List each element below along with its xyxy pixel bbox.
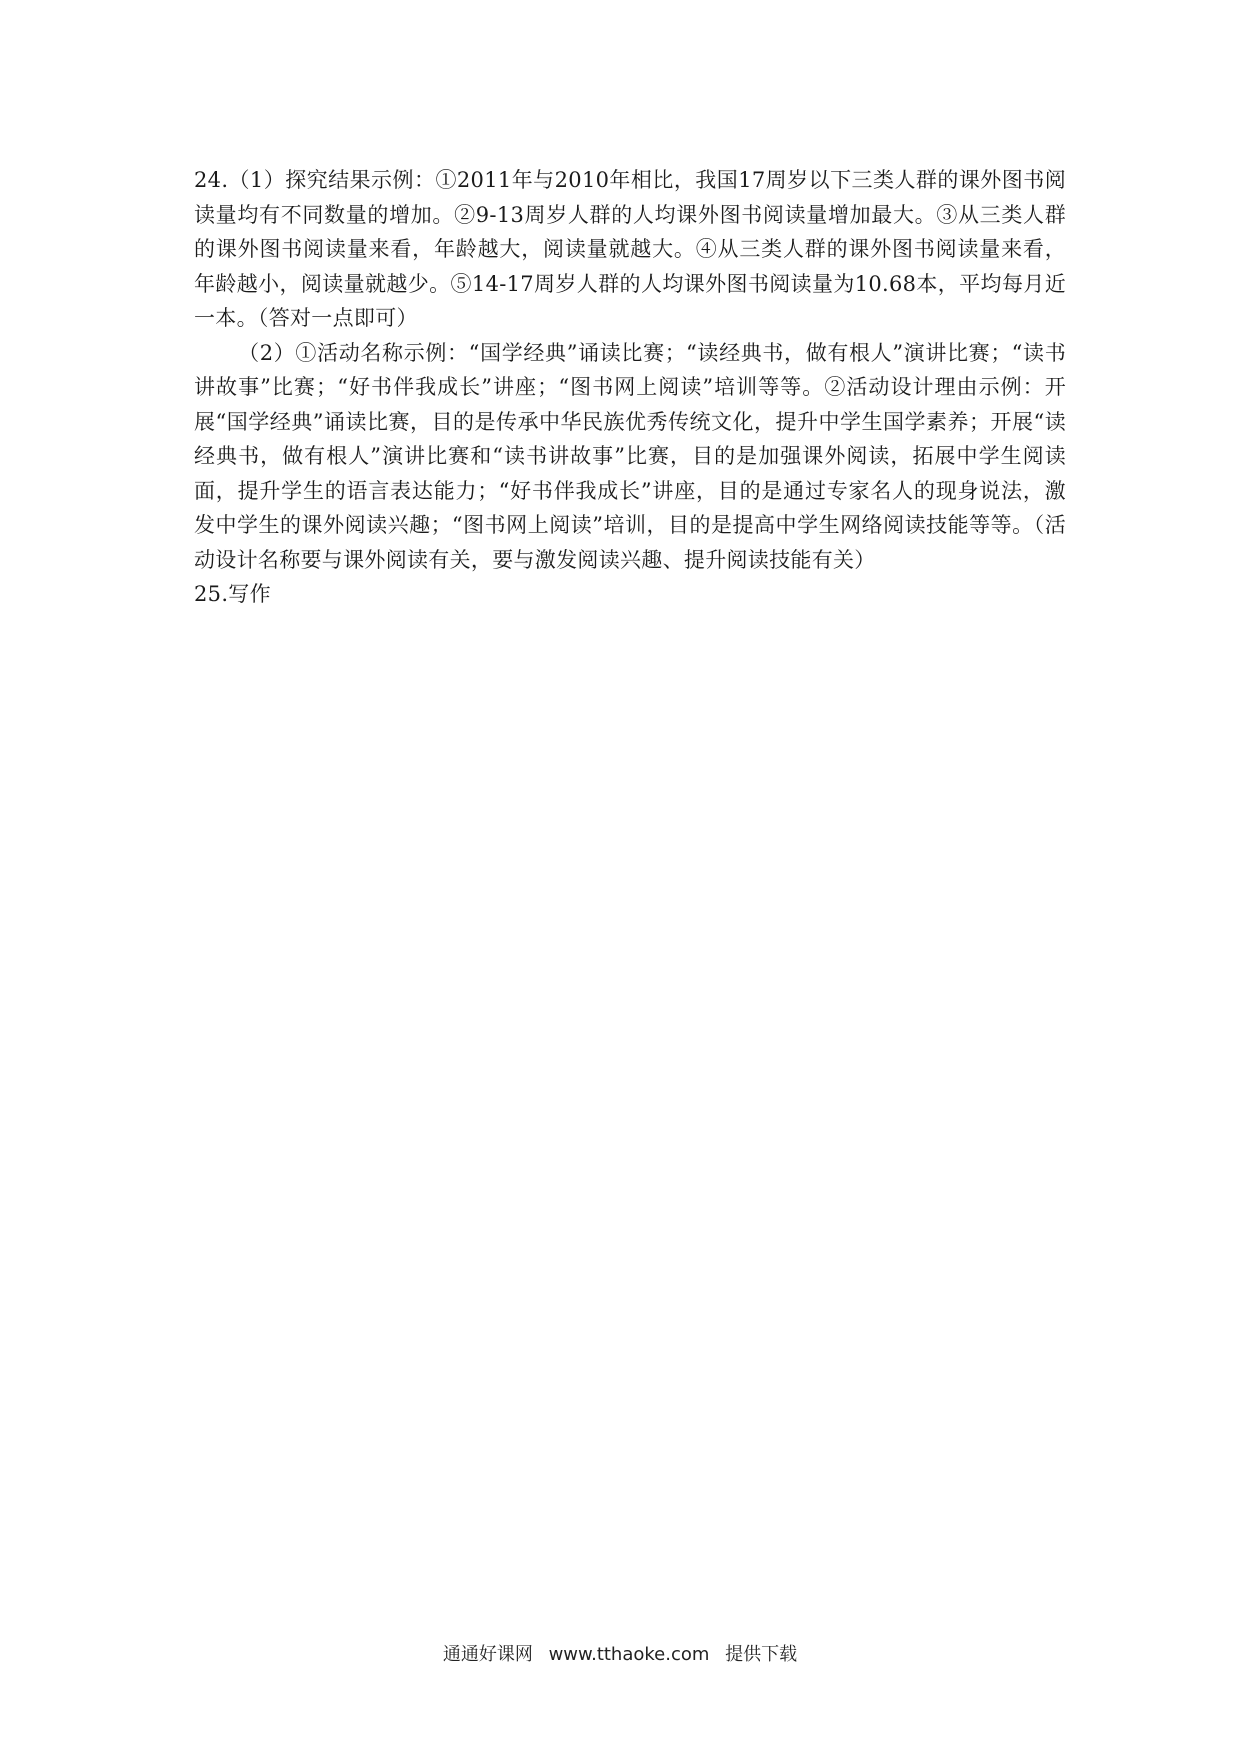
answer-content: [194, 163, 1066, 612]
footer-url: www.tthaoke.com: [548, 1644, 710, 1665]
footer-site-name: 通通好课网: [442, 1644, 533, 1665]
answer-25: 25.写作: [194, 582, 271, 606]
page-footer: [0, 1640, 1240, 1666]
answer-24-part-1: 24.（1）探究结果示例：①2011年与2010年相比，我国17周岁以下三类人群的课外图书阅读量均有不同数量的增加。②9-13周岁人群的人均课外图书阅读量增加最大。③从三类人群的课外图书阅读量来看，年龄越大，阅读量就越大。④从三类人群的课外图书阅读量来看，年龄越小，阅读量就越少。⑤14-17周岁人群的人均课外图书阅读量为10.68本，平均每月近一本。（答对一点即可）: [194, 168, 1066, 330]
footer-suffix: 提供下载: [725, 1644, 798, 1665]
answer-24-part-2: （2）①活动名称示例：“国学经典”诵读比赛；“读经典书，做有根人”演讲比赛；“读书讲故事”比赛；“好书伴我成长”讲座；“图书网上阅读”培训等等。②活动设计理由示例：开展“国学经典”诵读比赛，目的是传承中华民族优秀传统文化，提升中学生国学素养；开展“读经典书，做有根人”演讲比赛和“读书讲故事”比赛，目的是加强课外阅读，拓展中学生阅读面，提升学生的语言表达能力；“好书伴我成长”讲座，目的是通过专家名人的现身说法，激发中学生的课外阅读兴趣；“图书网上阅读”培训，目的是提高中学生网络阅读技能等等。（活动设计名称要与课外阅读有关，要与激发阅读兴趣、提升阅读技能有关）: [194, 340, 1066, 572]
